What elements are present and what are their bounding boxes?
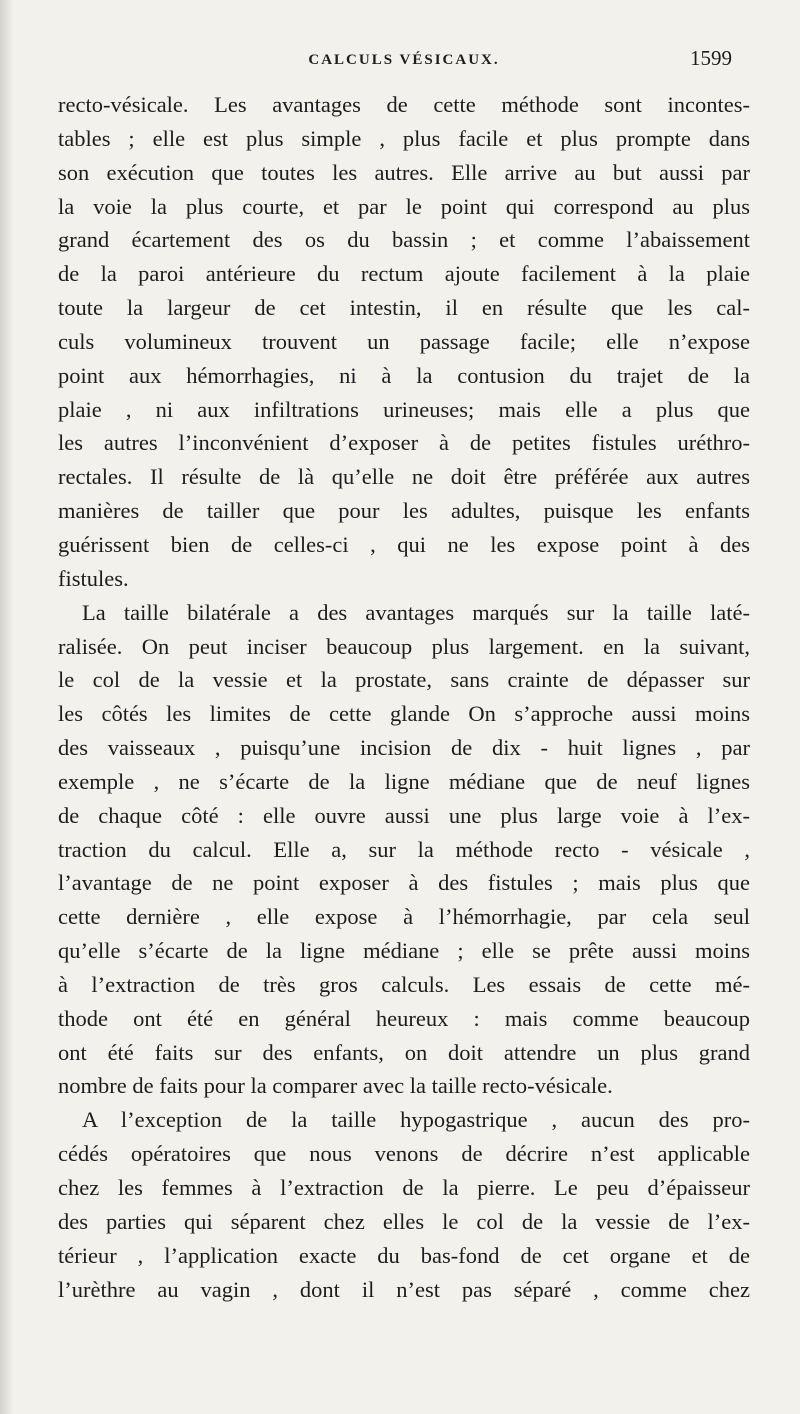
- text-line: les côtés les limites de cette glande On s’approche aussi moins: [58, 701, 750, 727]
- text-line: des parties qui séparent chez elles le col de la vessie de l’ex-: [58, 1208, 750, 1234]
- text-line: thode ont été en général heureux : mais comme beaucoup: [58, 1005, 750, 1031]
- text-line: manières de tailler que pour les adultes, puisque les enfants: [58, 498, 750, 524]
- text-line: toute la largeur de cet intestin, il en résulte que les cal-: [58, 295, 750, 321]
- text-line: recto-vésicale. Les avantages de cette méthode sont incontes-: [58, 92, 750, 117]
- text-line: son exécution que toutes les autres. Elle arrive au but aussi par: [58, 159, 750, 185]
- text-line: cédés opératoires que nous venons de décrire n’est applicable: [58, 1141, 750, 1167]
- body-text: [58, 88, 750, 1306]
- text-line: grand écartement des os du bassin ; et comme l’abaissement: [58, 227, 750, 253]
- text-line: tables ; elle est plus simple , plus facile et plus prompte dans: [58, 125, 750, 151]
- text-line: point aux hémorrhagies, ni à la contusion du trajet de la: [58, 362, 750, 388]
- page-number: 1599: [690, 46, 732, 70]
- text-line: qu’elle s’écarte de la ligne médiane ; elle se prête aussi moins: [58, 938, 750, 964]
- text-line: la voie la plus courte, et par le point qui correspond au plus: [58, 193, 750, 219]
- text-line: traction du calcul. Elle a, sur la méthode recto - vésicale ,: [58, 836, 750, 862]
- text-line: exemple , ne s’écarte de la ligne médiane que de neuf lignes: [58, 768, 750, 794]
- running-head: [58, 42, 750, 82]
- text-line: des vaisseaux , puisqu’une incision de dix - huit lignes , par: [58, 735, 750, 761]
- text-line: plaie , ni aux infiltrations urineuses; mais elle a plus que: [58, 396, 750, 422]
- text-line: chez les femmes à l’extraction de la pierre. Le peu d’épaisseur: [58, 1175, 750, 1200]
- text-line: cette dernière , elle expose à l’hémorrhagie, par cela seul: [58, 904, 750, 930]
- text-line: le col de la vessie et la prostate, sans crainte de dépasser sur: [58, 667, 750, 693]
- text-line: l’urèthre au vagin , dont il n’est pas séparé , comme chez: [58, 1276, 750, 1302]
- text-line: à l’extraction de très gros calculs. Les essais de cette mé-: [58, 971, 750, 997]
- text-line: de la paroi antérieure du rectum ajoute facilement à la plaie: [58, 261, 750, 287]
- text-line: de chaque côté : elle ouvre aussi une plus large voie à l’ex-: [58, 802, 750, 828]
- text-line: ralisée. On peut inciser beaucoup plus largement. en la suivant,: [58, 633, 750, 659]
- text-line: culs volumineux trouvent un passage facile; elle n’expose: [58, 328, 750, 354]
- text-line: l’avantage de ne point exposer à des fistules ; mais plus que: [58, 870, 750, 896]
- text-line: fistules.: [58, 565, 129, 591]
- text-line: La taille bilatérale a des avantages marqués sur la taille laté-: [82, 599, 750, 625]
- running-title: CALCULS VÉSICAUX.: [308, 52, 500, 68]
- text-line: les autres l’inconvénient d’exposer à de petites fistules uréthro-: [58, 430, 750, 456]
- text-line: rectales. Il résulte de là qu’elle ne doit être préférée aux autres: [58, 464, 750, 490]
- text-line: ont été faits sur des enfants, on doit attendre un plus grand: [58, 1039, 750, 1065]
- text-line: térieur , l’application exacte du bas-fond de cet organe et de: [58, 1242, 750, 1268]
- text-line: nombre de faits pour la comparer avec la taille recto-vésicale.: [58, 1073, 613, 1099]
- text-line: guérissent bien de celles-ci , qui ne les expose point à des: [58, 531, 750, 557]
- text-line: A l’exception de la taille hypogastrique , aucun des pro-: [82, 1107, 750, 1133]
